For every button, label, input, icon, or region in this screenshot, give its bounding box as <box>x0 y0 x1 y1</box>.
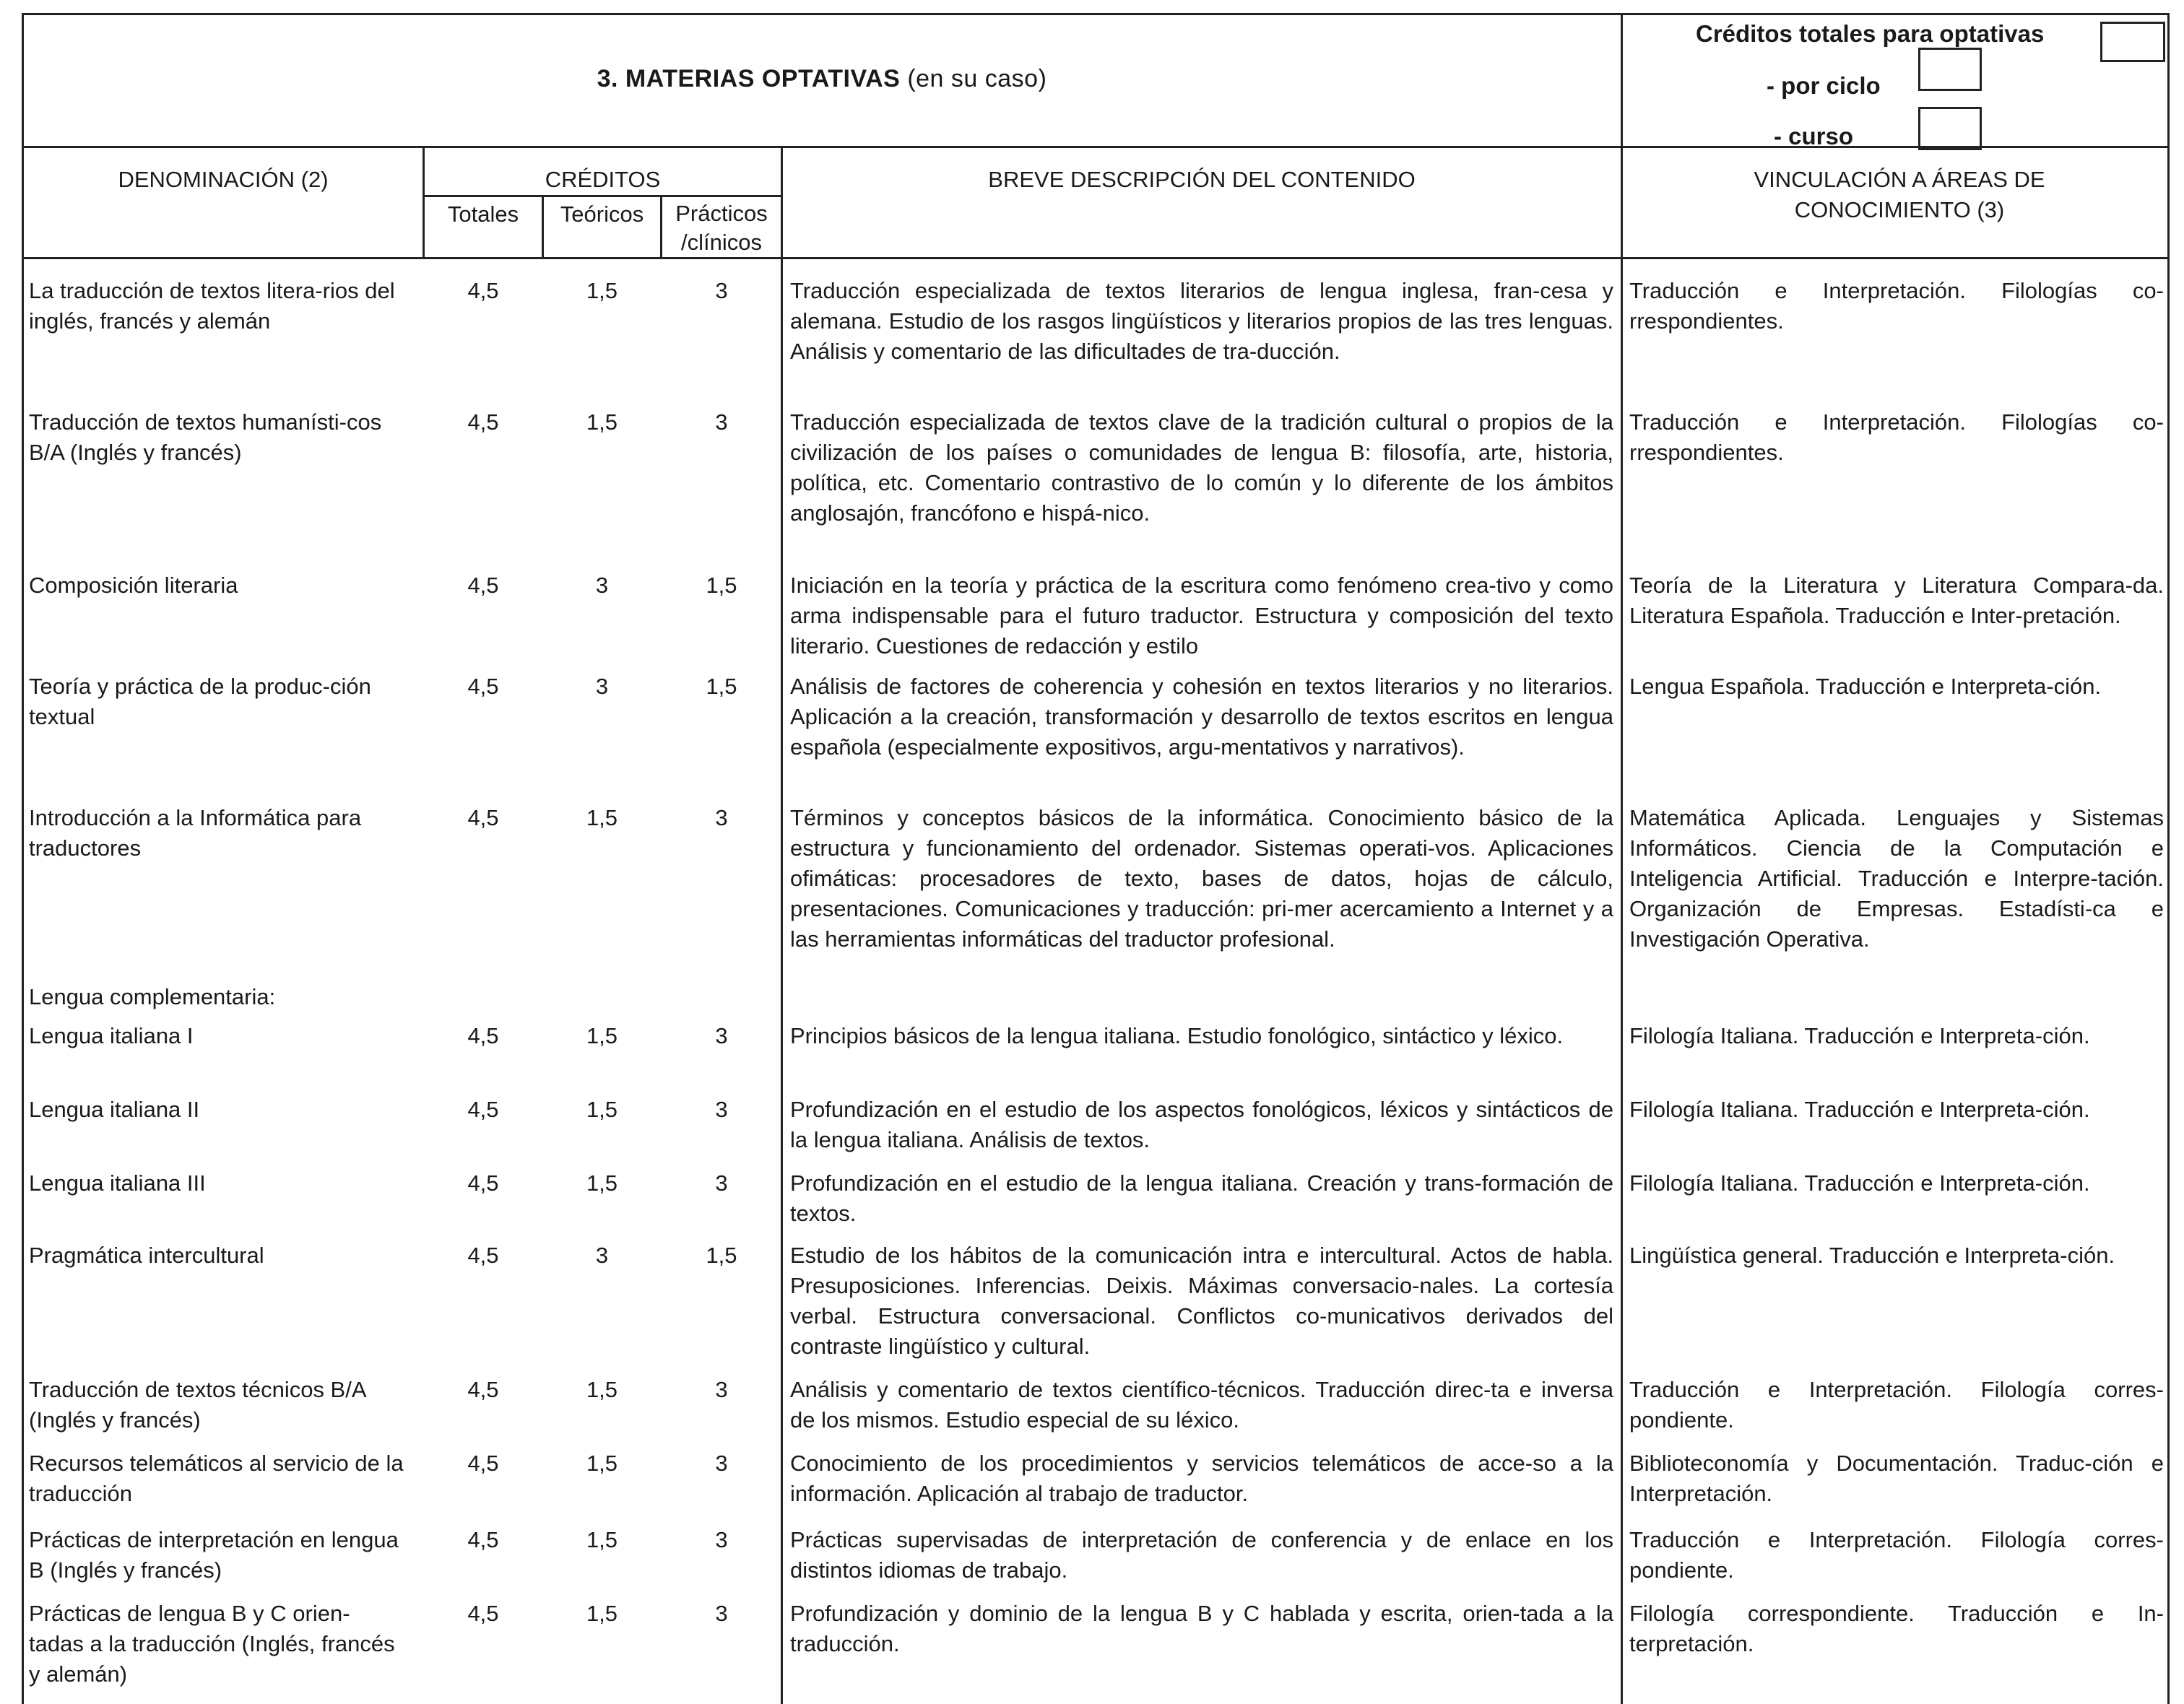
row-name: Introducción a la Informática para traductores <box>29 805 362 861</box>
col-denominacion: DENOMINACIÓN (2) <box>118 167 329 192</box>
curso-box[interactable] <box>1918 107 1982 150</box>
row-practicos: 1,5 <box>706 573 737 598</box>
row-teoricos: 1,5 <box>586 409 618 435</box>
row-practicos: 3 <box>715 1097 728 1122</box>
row-name: Lengua italiana II <box>29 1097 200 1122</box>
col-descripcion: BREVE DESCRIPCIÓN DEL CONTENIDO <box>988 167 1416 192</box>
row-teoricos: 1,5 <box>586 1097 618 1122</box>
row-name: La traducción de textos litera-rios del inglés, francés y alemán <box>29 278 395 334</box>
col-vinculacion: VINCULACIÓN A ÁREAS DE CONOCIMIENTO (3) <box>1754 167 2045 222</box>
row-practicos: 3 <box>715 409 728 435</box>
header-bottom-rule <box>22 146 2170 148</box>
row-name: Prácticas de interpretación en lengua B (Inglés y francés) <box>29 1527 399 1583</box>
row-areas: Filología correspondiente. Traducción e In-terpretación. <box>1629 1601 2164 1656</box>
row-totales: 4,5 <box>467 278 499 303</box>
row-areas: Lengua Española. Traducción e Interpreta-ción. <box>1629 674 2102 699</box>
row-totales: 4,5 <box>467 674 499 699</box>
row-teoricos: 3 <box>595 1243 609 1268</box>
row-practicos: 3 <box>715 1023 728 1048</box>
section-title: 3. MATERIAS OPTATIVAS (en su caso) <box>597 65 1047 92</box>
por-ciclo-label: - por ciclo <box>1767 72 1881 99</box>
row-descripcion: Estudio de los hábitos de la comunicación intra e intercultural. Actos de habla. Presuposiciones. Inferencias. Deixis. Máximas conversacio-nales. La cortesía verbal. Estructura conversacional. Conflictos co-municativos derivados del contraste lingüístico y cultural. <box>790 1243 1613 1359</box>
row-name: Teoría y práctica de la produc-ción textual <box>29 674 371 729</box>
row-descripcion: Conocimiento de los procedimientos y servicios telemáticos de acce-so a la información. Aplicación al trabajo de traductor. <box>790 1451 1613 1506</box>
row-teoricos: 1,5 <box>586 1451 618 1476</box>
row-areas: Teoría de la Literatura y Literatura Compara-da. Literatura Española. Traducción e Inter-pretación. <box>1629 573 2164 628</box>
row-name: Lengua complementaria: <box>29 984 276 1009</box>
col-practicos: Prácticos /clínicos <box>675 201 768 255</box>
body-divider-1 <box>781 257 783 1704</box>
row-name: Pragmática intercultural <box>29 1243 264 1268</box>
row-teoricos: 1,5 <box>586 1170 618 1196</box>
row-areas: Traducción e Interpretación. Filología corres-pondiente. <box>1629 1377 2164 1433</box>
row-totales: 4,5 <box>467 1601 499 1626</box>
row-teoricos: 1,5 <box>586 1377 618 1402</box>
row-teoricos: 1,5 <box>586 805 618 830</box>
row-practicos: 3 <box>715 1377 728 1402</box>
row-descripcion: Traducción especializada de textos clave de la tradición cultural o propios de la civilización de los países o comunidades de lengua B: filosofía, arte, historia, política, etc. Comentario contrastivo de lo común y lo diferente de los ámbitos anglosajón, francófono e hispá-nico. <box>790 409 1613 526</box>
row-totales: 4,5 <box>467 1451 499 1476</box>
row-practicos: 3 <box>715 1451 728 1476</box>
row-teoricos: 1,5 <box>586 1527 618 1552</box>
creditos-totales-box[interactable] <box>2100 22 2165 62</box>
row-areas: Traducción e Interpretación. Filologías co-rrespondientes. <box>1629 278 2164 334</box>
row-teoricos: 1,5 <box>586 1601 618 1626</box>
row-descripcion: Principios básicos de la lengua italiana. Estudio fonológico, sintáctico y léxico. <box>790 1023 1564 1048</box>
row-areas: Filología Italiana. Traducción e Interpreta-ción. <box>1629 1170 2090 1196</box>
row-descripcion: Términos y conceptos básicos de la informática. Conocimiento básico de la estructura y funcionamiento del ordenador. Sistemas operati-vos. Aplicaciones ofimáticas: procesadores de texto, bases de datos, hojas de cálculo, presentaciones. Comunicaciones y traducción: pri-mer acercamiento a Internet y a las herramientas informáticas del traductor profesional. <box>790 805 1613 952</box>
row-totales: 4,5 <box>467 573 499 598</box>
row-name: Traducción de textos técnicos B/A (Inglés y francés) <box>29 1377 365 1433</box>
col-divider-2 <box>781 146 783 258</box>
col-teoricos: Teóricos <box>560 201 644 227</box>
row-descripcion: Prácticas supervisadas de interpretación de conferencia y de enlace en los distintos idiomas de trabajo. <box>790 1527 1613 1583</box>
creditos-totales-label: Créditos totales para optativas <box>1696 20 2045 47</box>
row-totales: 4,5 <box>467 1377 499 1402</box>
curso-label: - curso <box>1774 123 1854 149</box>
row-areas: Traducción e Interpretación. Filologías co-rrespondientes. <box>1629 409 2164 465</box>
row-totales: 4,5 <box>467 409 499 435</box>
row-areas: Biblioteconomía y Documentación. Traduc-ción e Interpretación. <box>1629 1451 2164 1506</box>
row-descripcion: Análisis de factores de coherencia y cohesión en textos literarios y no literarios. Aplicación a la creación, transformación y desarrollo de textos escritos en lengua española (especialmente expositivos, argu-mentativos y narrativos). <box>790 674 1613 760</box>
row-name: Lengua italiana III <box>29 1170 206 1196</box>
row-name: Lengua italiana I <box>29 1023 194 1048</box>
col-totales: Totales <box>447 201 519 227</box>
row-name: Composición literaria <box>29 573 238 598</box>
row-descripcion: Análisis y comentario de textos científico-técnicos. Traducción direc-ta e inversa de los mismos. Estudio especial de su léxico. <box>790 1377 1613 1433</box>
row-areas: Filología Italiana. Traducción e Interpreta-ción. <box>1629 1023 2090 1048</box>
row-teoricos: 1,5 <box>586 278 618 303</box>
row-practicos: 3 <box>715 1601 728 1626</box>
row-totales: 4,5 <box>467 805 499 830</box>
por-ciclo-box[interactable] <box>1918 48 1982 91</box>
row-practicos: 1,5 <box>706 674 737 699</box>
row-areas: Filología Italiana. Traducción e Interpreta-ción. <box>1629 1097 2090 1122</box>
row-practicos: 3 <box>715 805 728 830</box>
column-header-bottom-rule <box>22 257 2170 259</box>
row-practicos: 3 <box>715 1527 728 1552</box>
col-divider-3 <box>1621 146 1623 258</box>
row-practicos: 3 <box>715 278 728 303</box>
row-teoricos: 3 <box>595 674 609 699</box>
row-teoricos: 1,5 <box>586 1023 618 1048</box>
col-creditos: CRÉDITOS <box>545 167 661 192</box>
row-totales: 4,5 <box>467 1097 499 1122</box>
creditos-subrule <box>422 195 781 197</box>
row-practicos: 1,5 <box>706 1243 737 1268</box>
row-name: Traducción de textos humanísti-cos B/A (Inglés y francés) <box>29 409 382 465</box>
row-descripcion: Traducción especializada de textos literarios de lengua inglesa, fran-cesa y alemana. Estudio de los rasgos lingüísticos y literarios propios de las tres lenguas. Análisis y comentario de las dificultades de tra-ducción. <box>790 278 1613 364</box>
row-areas: Traducción e Interpretación. Filología corres-pondiente. <box>1629 1527 2164 1583</box>
row-practicos: 3 <box>715 1170 728 1196</box>
row-name: Recursos telemáticos al servicio de la traducción <box>29 1451 404 1506</box>
row-teoricos: 3 <box>595 573 609 598</box>
row-name: Prácticas de lengua B y C orien-tadas a la traducción (Inglés, francés y alemán) <box>29 1601 395 1687</box>
body-divider-2 <box>1621 257 1623 1704</box>
row-areas: Lingüística general. Traducción e Interpreta-ción. <box>1629 1243 2115 1268</box>
row-descripcion: Profundización y dominio de la lengua B y C hablada y escrita, orien-tada a la traducción. <box>790 1601 1613 1656</box>
row-descripcion: Profundización en el estudio de la lengua italiana. Creación y trans-formación de textos. <box>790 1170 1613 1226</box>
row-totales: 4,5 <box>467 1527 499 1552</box>
row-totales: 4,5 <box>467 1170 499 1196</box>
row-totales: 4,5 <box>467 1023 499 1048</box>
row-totales: 4,5 <box>467 1243 499 1268</box>
row-descripcion: Iniciación en la teoría y práctica de la escritura como fenómeno crea-tivo y como arma indispensable para el futuro traductor. Estructura y composición del texto literario. Cuestiones de redacción y estilo <box>790 573 1613 658</box>
row-descripcion: Profundización en el estudio de los aspectos fonológicos, léxicos y sintácticos de la lengua italiana. Análisis de textos. <box>790 1097 1613 1152</box>
row-areas: Matemática Aplicada. Lenguajes y Sistemas Informáticos. Ciencia de la Computación e Inteligencia Artificial. Traducción e Interpre-tación. Organización de Empresas. Estadísti-ca e Investigación Operativa. <box>1629 805 2164 952</box>
header-divider <box>1621 13 1623 147</box>
